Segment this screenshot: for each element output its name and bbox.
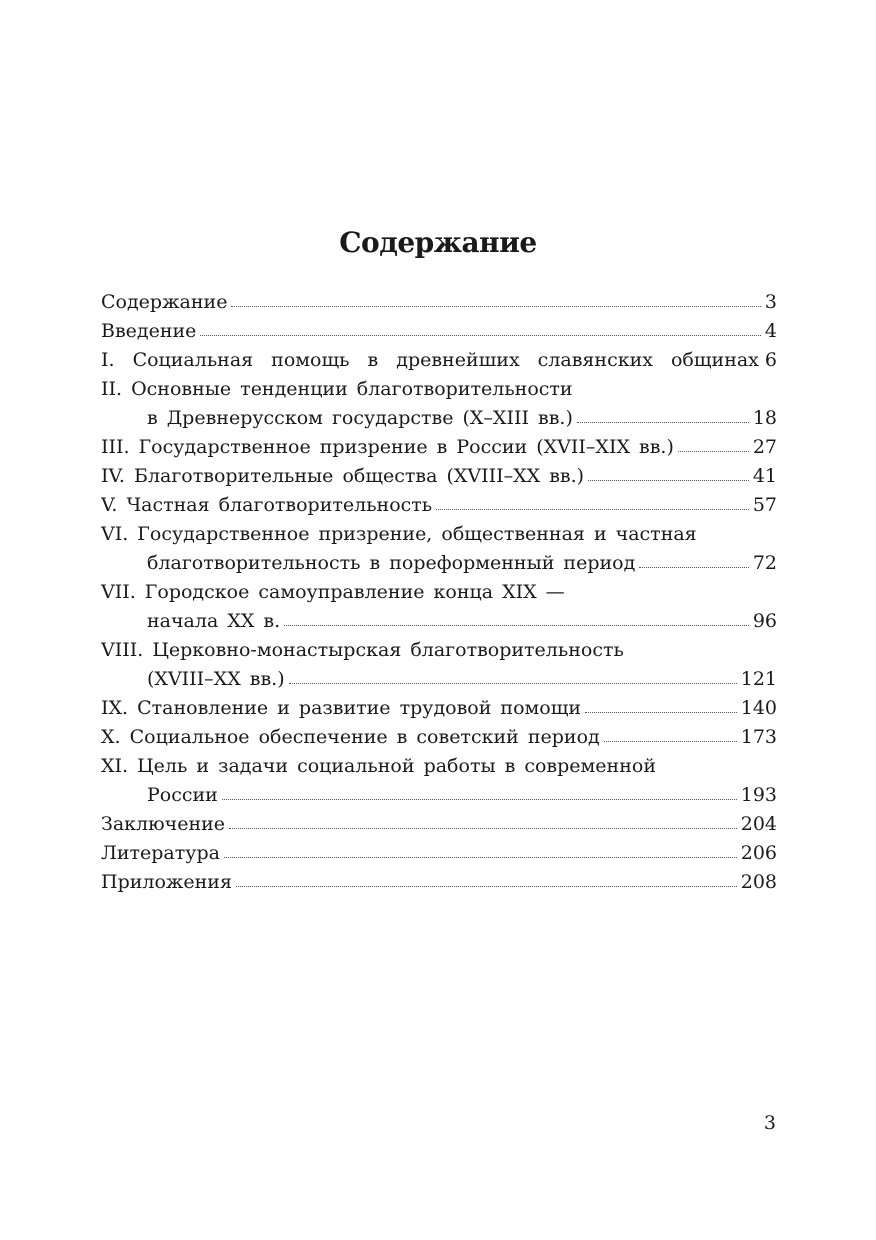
toc-entry-title: V. Частная благотворительность bbox=[101, 494, 433, 516]
toc-entry-title: Введение bbox=[101, 320, 197, 342]
toc-entry[interactable] bbox=[101, 723, 777, 752]
toc-entry-title: Заключение bbox=[101, 813, 226, 835]
toc-entry-page: 18 bbox=[752, 407, 777, 429]
toc-entry[interactable] bbox=[101, 810, 777, 839]
toc-entry[interactable] bbox=[101, 462, 777, 491]
toc-entry-page: 4 bbox=[764, 320, 777, 342]
toc-entry-title: в Древнерусском государстве (X–XIII вв.) bbox=[147, 407, 573, 429]
toc-entry-page: 140 bbox=[740, 697, 777, 719]
toc-entry[interactable] bbox=[101, 781, 777, 810]
page-title: Содержание bbox=[339, 226, 537, 259]
toc-entry-page: 6 bbox=[764, 349, 777, 371]
toc-entry-page: 208 bbox=[740, 871, 777, 893]
toc-entry[interactable] bbox=[101, 317, 777, 346]
page-number: 3 bbox=[763, 1112, 776, 1134]
toc-entry-line1[interactable] bbox=[101, 578, 777, 607]
toc-entry-title-line1: II. Основные тенденции благотворительности bbox=[101, 378, 573, 400]
dot-leader bbox=[639, 566, 749, 568]
toc-entry[interactable] bbox=[101, 491, 777, 520]
toc-entry-title: IX. Становление и развитие трудовой помощи bbox=[101, 697, 582, 719]
toc-entry-line1[interactable] bbox=[101, 752, 777, 781]
table-of-contents bbox=[101, 288, 777, 897]
toc-entry[interactable] bbox=[101, 868, 777, 897]
toc-entry-title: Литература bbox=[101, 842, 220, 864]
dot-leader bbox=[436, 508, 749, 510]
toc-entry-page: 96 bbox=[752, 610, 777, 632]
toc-entry-title: X. Социальное обеспечение в советский период bbox=[101, 726, 600, 748]
toc-entry-page: 3 bbox=[764, 291, 777, 313]
toc-entry-page: 204 bbox=[740, 813, 777, 835]
toc-entry-title: IV. Благотворительные общества (XVIII–XX вв.) bbox=[101, 465, 585, 487]
toc-entry-title-line1: VIII. Церковно-монастырская благотворительность bbox=[101, 639, 624, 661]
toc-entry-title-line1: XI. Цель и задачи социальной работы в современной bbox=[101, 755, 656, 777]
toc-entry-line1[interactable] bbox=[101, 375, 777, 404]
toc-entry[interactable] bbox=[101, 404, 777, 433]
dot-leader bbox=[604, 740, 737, 742]
toc-entry[interactable] bbox=[101, 839, 777, 868]
toc-entry[interactable] bbox=[101, 433, 777, 462]
toc-entry-title: благотворительность в пореформенный период bbox=[147, 552, 636, 574]
dot-leader bbox=[678, 450, 749, 452]
toc-entry[interactable] bbox=[101, 665, 777, 694]
toc-entry-title-line1: VII. Городское самоуправление конца XIX — bbox=[101, 581, 565, 603]
dot-leader bbox=[200, 334, 760, 336]
toc-entry-page: 206 bbox=[740, 842, 777, 864]
toc-entry[interactable] bbox=[101, 288, 777, 317]
toc-entry[interactable] bbox=[101, 346, 777, 375]
toc-entry-page: 193 bbox=[740, 784, 777, 806]
dot-leader bbox=[231, 305, 760, 307]
toc-entry-title: начала XX в. bbox=[147, 610, 281, 632]
dot-leader bbox=[236, 885, 737, 887]
toc-entry[interactable] bbox=[101, 549, 777, 578]
dot-leader bbox=[284, 624, 749, 626]
toc-entry-title: (XVIII–XX вв.) bbox=[147, 668, 285, 690]
toc-entry-title: I. Социальная помощь в древнейших славянских общинах bbox=[101, 349, 759, 371]
toc-entry-page: 57 bbox=[752, 494, 777, 516]
toc-entry-page: 27 bbox=[752, 436, 777, 458]
toc-entry-title: Содержание bbox=[101, 291, 228, 313]
dot-leader bbox=[229, 827, 737, 829]
dot-leader bbox=[577, 421, 749, 423]
toc-entry-line1[interactable] bbox=[101, 520, 777, 549]
toc-entry-page: 173 bbox=[740, 726, 777, 748]
dot-leader bbox=[289, 682, 737, 684]
toc-entry[interactable] bbox=[101, 607, 777, 636]
toc-entry-page: 121 bbox=[740, 668, 777, 690]
toc-entry-line1[interactable] bbox=[101, 636, 777, 665]
toc-entry-page: 72 bbox=[752, 552, 777, 574]
toc-entry-page: 41 bbox=[752, 465, 777, 487]
toc-entry-title-line1: VI. Государственное призрение, общественная и частная bbox=[101, 523, 697, 545]
toc-entry[interactable] bbox=[101, 694, 777, 723]
toc-entry-title: России bbox=[147, 784, 218, 806]
dot-leader bbox=[224, 856, 737, 858]
toc-entry-title: III. Государственное призрение в России (XVII–XIX вв.) bbox=[101, 436, 674, 458]
toc-entry-title: Приложения bbox=[101, 871, 232, 893]
dot-leader bbox=[585, 711, 737, 713]
dot-leader bbox=[222, 798, 737, 800]
dot-leader bbox=[588, 479, 749, 481]
